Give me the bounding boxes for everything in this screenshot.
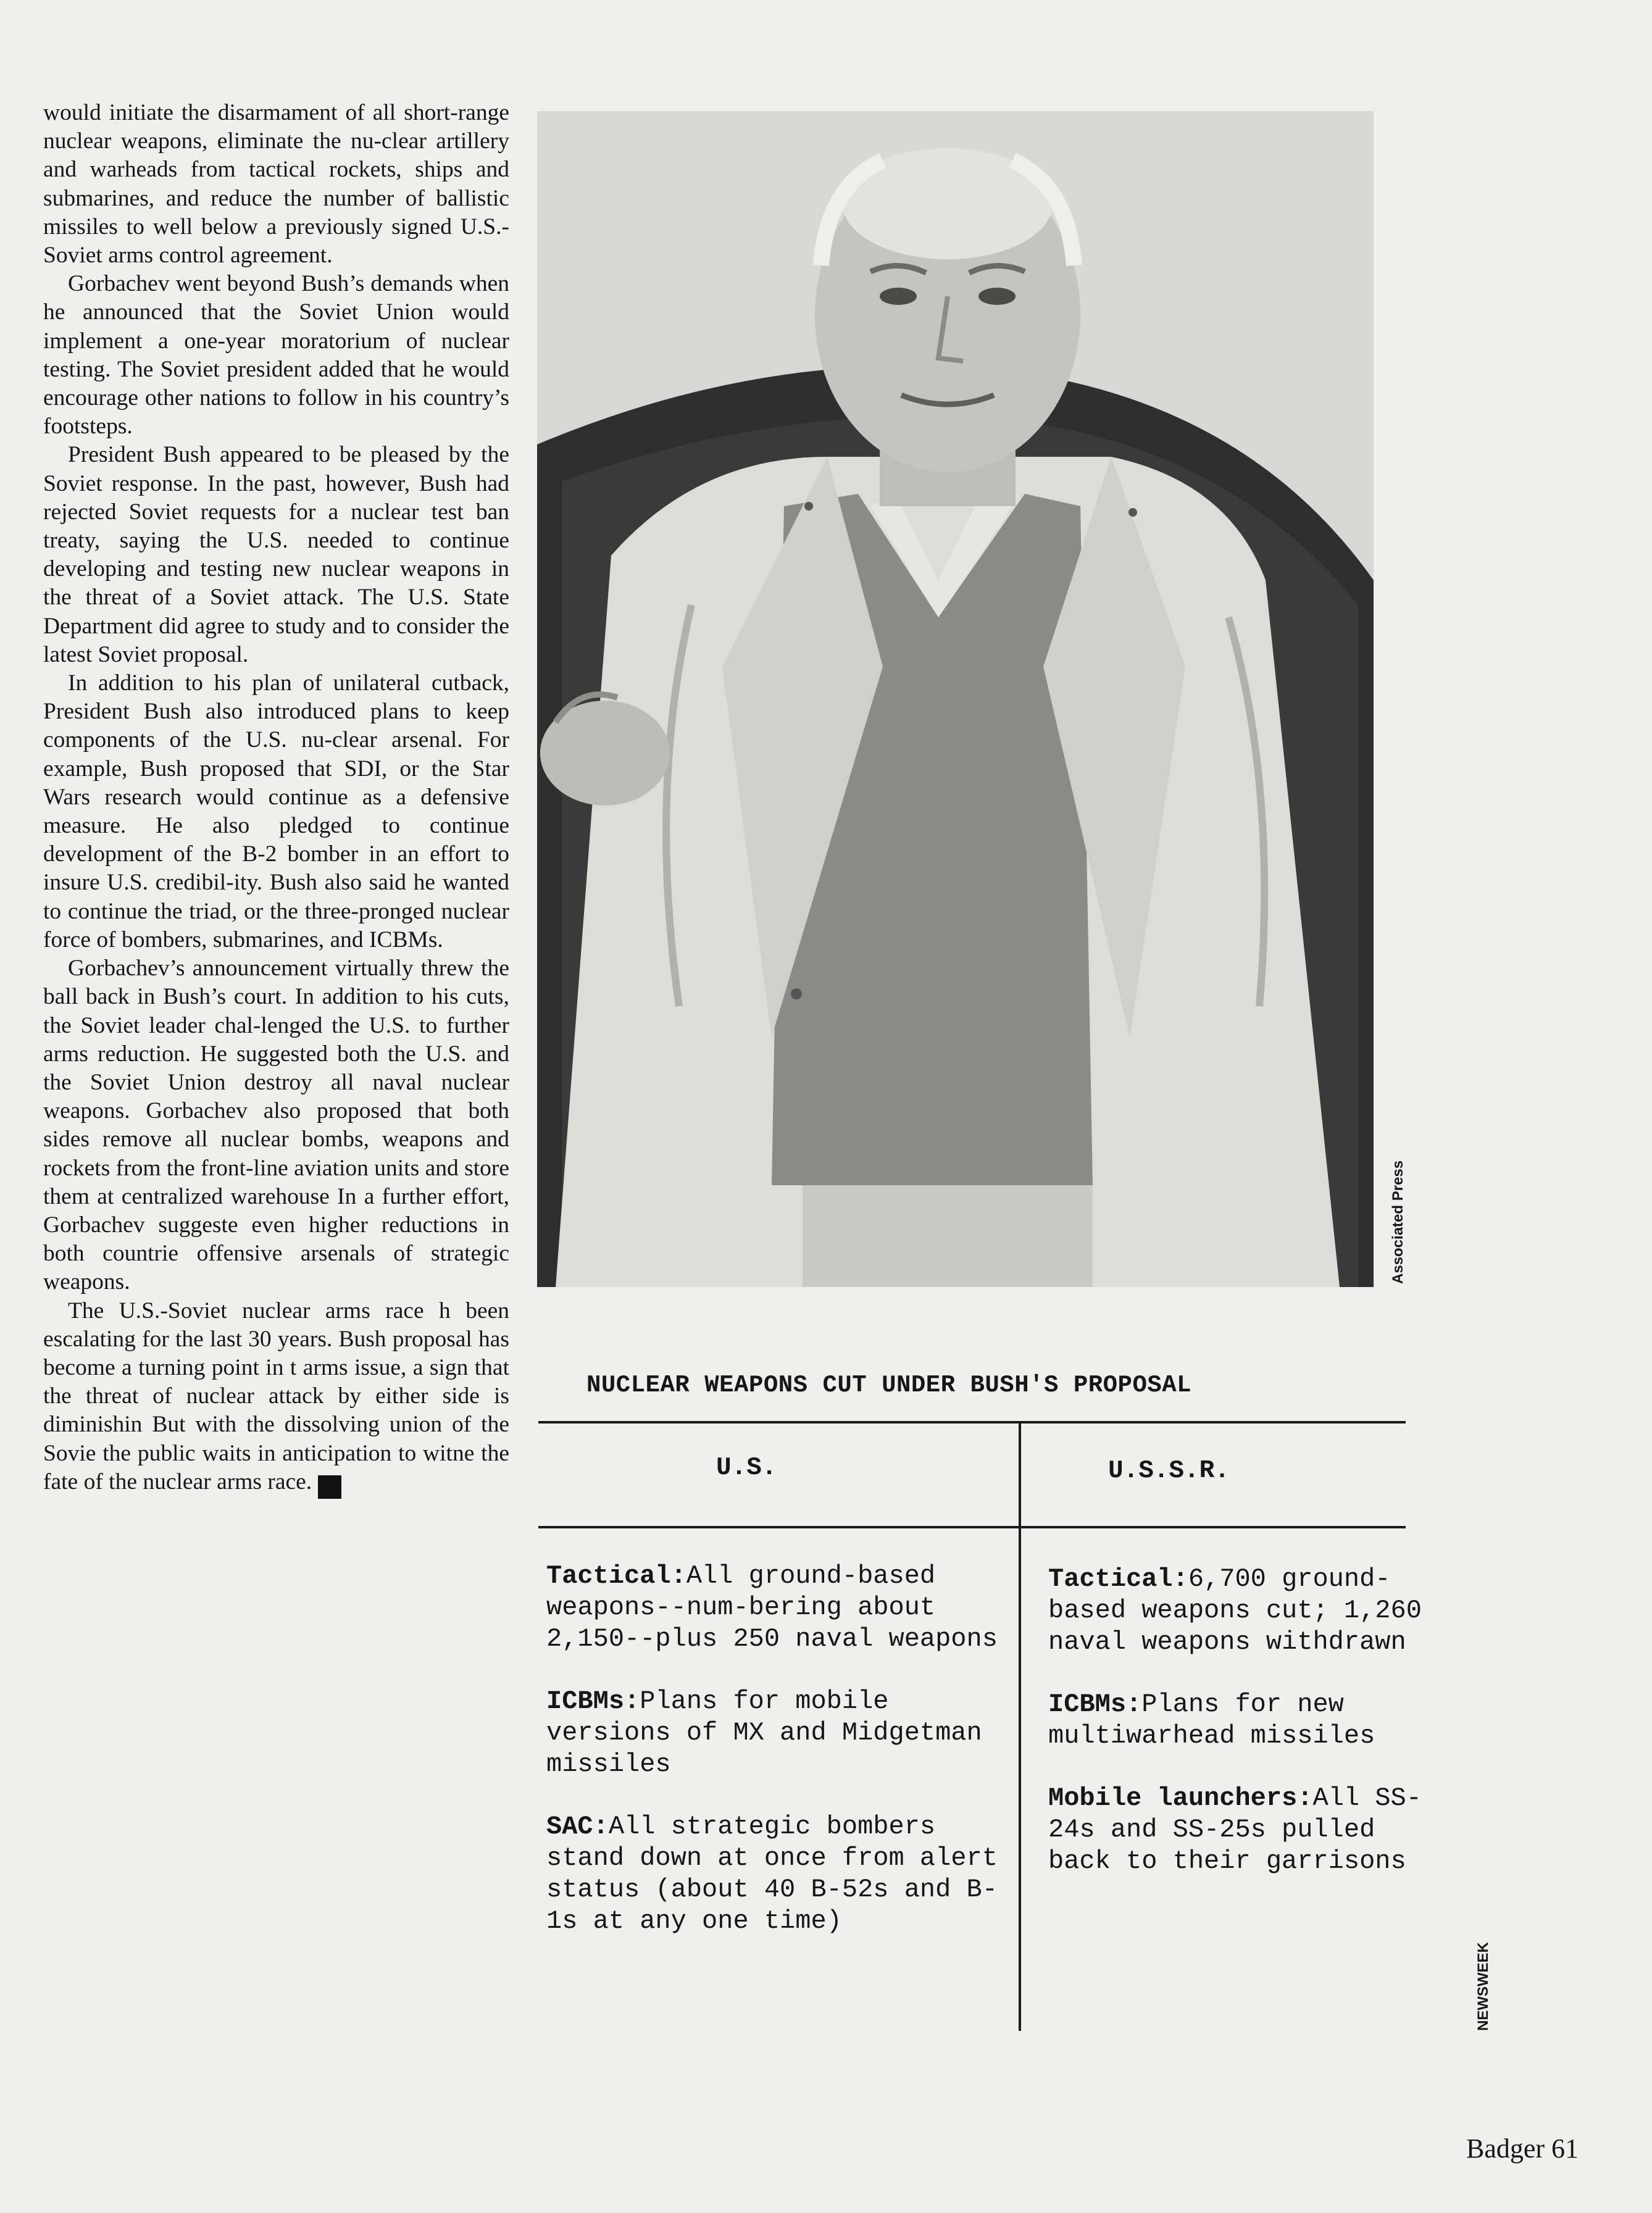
paragraph-last — [43, 1297, 509, 1499]
paragraph: would initiate the disarmament of all short-range nuclear weapons, eliminate the nu-clear artillery and warheads from tactical rockets, ships and submarines, and reduce the number of ballistic missiles to well below a previously signed U.S.-Soviet arms control agreement. — [43, 100, 509, 269]
paragraph: President Bush appeared to be pleased by the Soviet response. In the past, however, Bush had rejected Soviet requests for a nuclear test ban treaty, saying the U.S. needed to continue developing and testing new nuclear weapons in the threat of a Soviet attack. The U.S. State Department did agree to study and to consider the latest Soviet proposal. — [43, 442, 509, 667]
column-header-ussr: U.S.S.R. — [1108, 1457, 1230, 1485]
us-entry-tactical: Tactical:All ground-based weapons--num-bering about 2,150--plus 250 naval weapons — [546, 1561, 998, 1654]
table-header-rule — [538, 1526, 1406, 1528]
paragraph: Gorbachev went beyond Bush’s demands when he announced that the Soviet Union would implement a one-year moratorium of nuclear testing. The Soviet president added that he would encourage other nations to follow in his country’s footsteps. — [43, 271, 509, 440]
ussr-column — [1048, 1564, 1443, 1908]
paragraph: The U.S.-Soviet nuclear arms race h been escalating for the last 30 years. Bush proposal has become a turning point in t arms issue, a sign that the threat of nuclear attack by either side is diminishin But with the dissolving union of the Sovie the public waits in anticipation to witne the fate of the nuclear arms race. — [43, 1298, 509, 1494]
article-body — [43, 99, 509, 1499]
table-top-rule — [538, 1421, 1406, 1423]
portrait-illustration — [537, 111, 1374, 1287]
photo-credit: Associated Press — [1390, 1160, 1406, 1284]
end-mark: B — [318, 1475, 341, 1499]
paragraph: In addition to his plan of unilateral cutback, President Bush also introduced plans to keep components of the U.S. nu-clear arsenal. For example, Bush proposed that SDI, or the Star Wars research would continue as a defensive measure. He also pledged to continue development of the B-2 bomber in an effort to insure U.S. credibil-ity. Bush also said he wanted to continue the triad, or the three-pronged nuclear force of bombers, submarines, and ICBMs. — [43, 670, 509, 952]
us-entry-icbms: ICBMs:Plans for mobile versions of MX and Midgetman missiles — [546, 1686, 982, 1779]
portrait-photo — [537, 111, 1374, 1287]
column-header-us: U.S. — [716, 1454, 777, 1482]
table-source: NEWSWEEK — [1475, 1942, 1491, 2031]
table-column-divider — [1019, 1421, 1021, 2031]
ussr-entry-mobile-launchers: Mobile launchers:All SS-24s and SS-25s pulled back to their garrisons — [1048, 1783, 1422, 1876]
us-entry-sac: SAC:All strategic bombers stand down at once from alert status (about 40 B-52s and B-1s at any one time) — [546, 1812, 998, 1936]
paragraph: Gorbachev’s announcement virtually threw the ball back in Bush’s court. In addition to his cuts, the Soviet leader chal-lenged the U.S. to further arms reduction. He suggested both the U.S. and the Soviet Union destroy all naval nuclear weapons. Gorbachev also proposed that both sides remove all nuclear bombs, weapons and rockets from the front-line aviation units and store them at centralized warehouse In a further effort, Gorbachev suggeste even higher reductions in both countrie offensive arsenals of strategic weapons. — [43, 956, 509, 1295]
ussr-entry-icbms: ICBMs:Plans for new multiwarhead missiles — [1048, 1690, 1375, 1751]
ussr-entry-tactical: Tactical:6,700 ground-based weapons cut; 1,260 naval weapons withdrawn — [1048, 1564, 1422, 1657]
us-column — [546, 1561, 1016, 1968]
page-folio: Badger 61 — [1466, 2133, 1579, 2164]
table-title: NUCLEAR WEAPONS CUT UNDER BUSH'S PROPOSAL — [586, 1372, 1192, 1399]
